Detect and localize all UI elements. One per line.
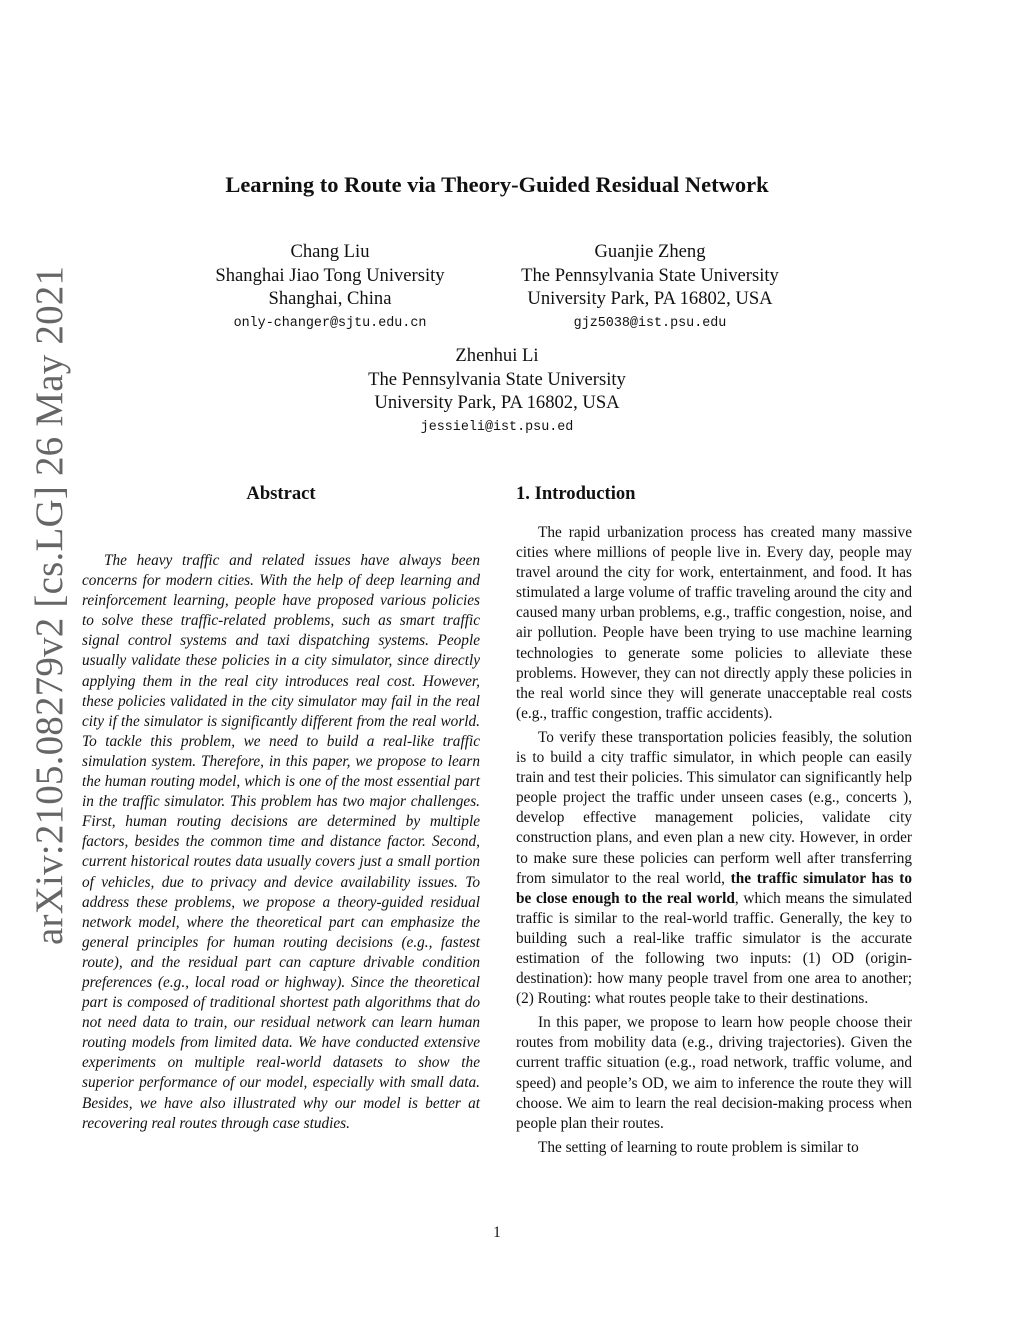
author-name: Chang Liu: [290, 241, 370, 262]
intro-paragraph: In this paper, we propose to learn how people choose their routes from mobility data (e.g., driving trajectories). Given the current traffic situation (e.g., road network, traffic volume, and speed) and people’s OD, we aim to inference the route they will choose. We aim to learn the real decision-making process when people plan their routes.: [516, 1014, 912, 1132]
intro-emphasis: the traffic simulator has to be close enough to the real world: [516, 869, 912, 907]
author-affiliation: The Pennsylvania State University: [521, 264, 779, 286]
author-email: gjz5038@ist.psu.edu: [573, 315, 727, 331]
author-email: jessieli@ist.psu.ed: [420, 419, 574, 435]
intro-paragraph: The rapid urbanization process has created many massive cities where millions of people live in. Every day, people may travel around the city for work, entertainment, and food. It has stimulated a large volume of traffic traveling around the city and caused many urban problems, e.g., traffic congestion, noise, and air pollution. People have been trying to use machine learning technologies to generate some policies to alleviate these problems. However, they can not directly apply these policies in the real world since they will generate unacceptable real costs (e.g., traffic congestion, traffic accidents).: [516, 524, 912, 722]
author-email: only-changer@sjtu.edu.cn: [233, 315, 427, 331]
author-name: Guanjie Zheng: [594, 241, 706, 262]
author-location: Shanghai, China: [268, 288, 392, 309]
intro-text: , which means the simulated traffic is similar to the real-world traffic. Generally, the key to building such a real-like traffic simulator is the accurate estimation of the following two inputs: (1) OD (origin-destination): how many people travel from one area to another; (2) Routing: what routes people take to their destinations.: [516, 889, 913, 1008]
abstract-heading: Abstract: [246, 483, 316, 504]
intro-text: To verify these transportation policies feasibly, the solution is to build a city traffic simulator, in which people can easily train and test their policies. This simulator can significantly help people project the traffic under unseen cases (e.g., concerts ), develop effective management policies, validate city construction plans, and even plan a new city. However, in order to make sure these policies can perform well after transferring from simulator to the real world,: [516, 728, 912, 887]
intro-paragraph: The setting of learning to route problem is similar to: [538, 1138, 859, 1156]
author-block: [180, 240, 480, 335]
author-affiliation: Shanghai Jiao Tong University: [215, 264, 445, 286]
abstract-text: The heavy traffic and related issues have always been concerns for modern cities. With the help of deep learning and reinforcement learning, people have proposed various policies to solve these traffic-related problems, such as smart traffic signal control systems and taxi dispatching systems. People usually validate these policies in a city simulator, since directly applying them in the real city introduces real cost. However, these policies validated in the city simulator may fail in the real city if the simulator is significantly different from the real world. To tackle this problem, we need to build a real-like traffic simulation system. Therefore, in this paper, we propose to learn the human routing model, which is one of the most essential part in the traffic simulator. This problem has two major challenges. First, human routing decisions are determined by multiple factors, besides the common time and distance factor. Second, current historical routes data usually covers just a small portion of vehicles, due to privacy and device availability issues. To address these problems, we propose a theory-guided residual network model, where the theoretical part can emphasize the general principles for human routing decisions (e.g., fastest route), and the residual part can capture drivable condition preferences (e.g., local road or highway). Since the theoretical part is composed of traditional shortest path algorithms that do not need data to train, our residual network can learn human routing models from limited data. We have conducted extensive experiments on multiple real-world datasets to show the superior performance of our model, especially with small data. Besides, we have also illustrated why our model is better at recovering real routes through case studies.: [82, 552, 480, 1132]
author-block: [347, 344, 647, 439]
introduction-body: [516, 523, 912, 1162]
author-location: University Park, PA 16802, USA: [374, 392, 620, 413]
author-location: University Park, PA 16802, USA: [527, 288, 773, 309]
arxiv-identifier: arXiv:2105.08279v2 [cs.LG] 26 May 2021: [28, 265, 71, 945]
introduction-heading: 1. Introduction: [516, 483, 636, 504]
paper-title: Learning to Route via Theory-Guided Residual Network: [225, 172, 769, 197]
page-number: 1: [493, 1224, 501, 1241]
author-name: Zhenhui Li: [455, 345, 539, 366]
author-affiliation: The Pennsylvania State University: [368, 368, 626, 390]
intro-paragraph: [516, 728, 912, 1009]
author-block: [500, 240, 800, 335]
